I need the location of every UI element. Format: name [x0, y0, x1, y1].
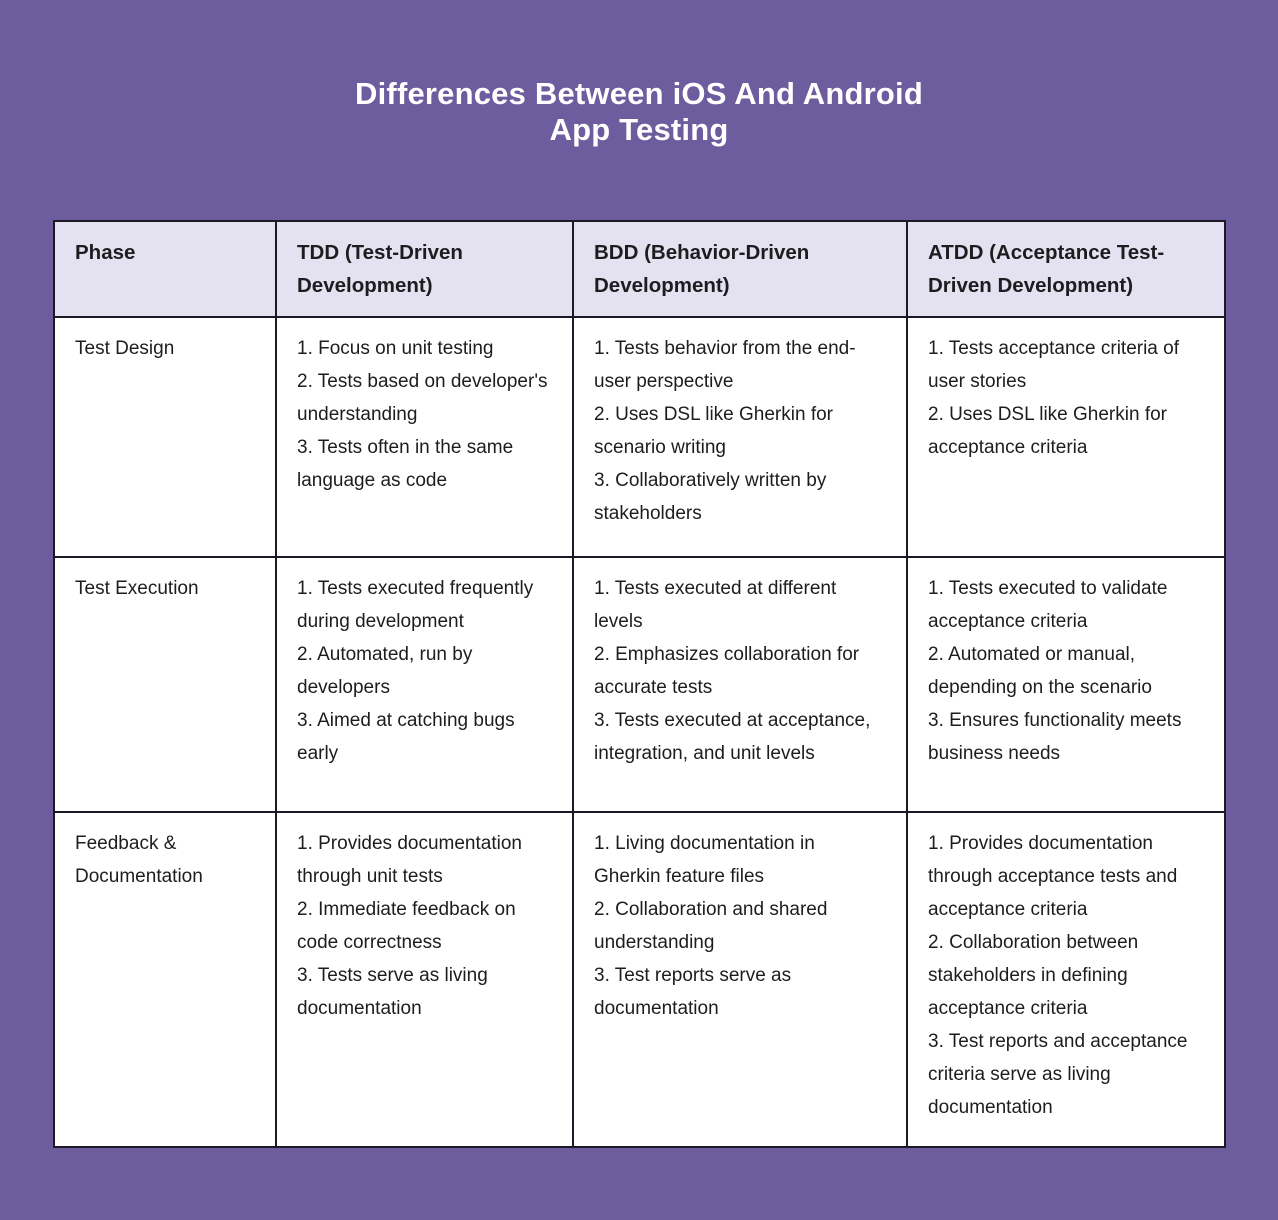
- bdd-cell: [573, 557, 907, 812]
- list-item: 2. Immediate feedback on code correctness: [297, 899, 516, 953]
- list-item: 1. Provides documentation through acceptance tests and acceptance criteria: [928, 833, 1178, 920]
- phase-cell: Test Execution: [54, 557, 276, 812]
- list-item: 3. Collaboratively written by stakeholders: [594, 470, 827, 524]
- page-title-line-1: Differences Between iOS And Android: [355, 76, 923, 111]
- header-bdd: BDD (Behavior-Driven Development): [573, 221, 907, 317]
- list-item: 1. Tests behavior from the end-user perspective: [594, 338, 856, 392]
- atdd-cell: [907, 812, 1225, 1147]
- list-item: 1. Tests executed to validate acceptance criteria: [928, 578, 1168, 632]
- list-item: 3. Test reports serve as documentation: [594, 965, 792, 1019]
- list-item: 1. Tests executed frequently during development: [297, 578, 534, 632]
- table-row: [54, 317, 1225, 557]
- list-item: 3. Tests serve as living documentation: [297, 965, 488, 1019]
- list-item: 1. Living documentation in Gherkin feature files: [594, 833, 815, 887]
- header-atdd: ATDD (Acceptance Test-Driven Development): [907, 221, 1225, 317]
- table-row: [54, 557, 1225, 812]
- header-tdd: TDD (Test-Driven Development): [276, 221, 573, 317]
- table-body: [54, 317, 1225, 1147]
- phase-cell: Test Design: [54, 317, 276, 557]
- list-item: 2. Uses DSL like Gherkin for scenario writing: [594, 404, 833, 458]
- list-item: 2. Automated, run by developers: [297, 644, 473, 698]
- comparison-table: [53, 220, 1226, 1148]
- bdd-cell: [573, 812, 907, 1147]
- list-item: 3. Tests often in the same language as code: [297, 437, 514, 491]
- list-item: 3. Ensures functionality meets business needs: [928, 710, 1182, 764]
- list-item: 1. Focus on unit testing: [297, 338, 494, 359]
- list-item: 1. Tests acceptance criteria of user stories: [928, 338, 1179, 392]
- list-item: 2. Uses DSL like Gherkin for acceptance criteria: [928, 404, 1167, 458]
- list-item: 2. Collaboration between stakeholders in defining acceptance criteria: [928, 932, 1139, 1019]
- list-item: 3. Tests executed at acceptance, integration, and unit levels: [594, 710, 871, 764]
- list-item: 2. Tests based on developer's understanding: [297, 371, 548, 425]
- page-title: [0, 76, 1278, 148]
- page-title-line-2: App Testing: [549, 112, 729, 147]
- tdd-cell: [276, 812, 573, 1147]
- list-item: 2. Collaboration and shared understanding: [594, 899, 828, 953]
- list-item: 3. Aimed at catching bugs early: [297, 710, 515, 764]
- atdd-cell: [907, 557, 1225, 812]
- list-item: 2. Automated or manual, depending on the scenario: [928, 644, 1152, 698]
- list-item: 2. Emphasizes collaboration for accurate tests: [594, 644, 860, 698]
- phase-cell: Feedback & Documentation: [54, 812, 276, 1147]
- bdd-cell: [573, 317, 907, 557]
- list-item: 1. Provides documentation through unit tests: [297, 833, 522, 887]
- atdd-cell: [907, 317, 1225, 557]
- tdd-cell: [276, 557, 573, 812]
- tdd-cell: [276, 317, 573, 557]
- list-item: 3. Test reports and acceptance criteria serve as living documentation: [928, 1031, 1188, 1118]
- header-row: [54, 221, 1225, 317]
- header-phase: Phase: [54, 221, 276, 317]
- list-item: 1. Tests executed at different levels: [594, 578, 837, 632]
- table-row: [54, 812, 1225, 1147]
